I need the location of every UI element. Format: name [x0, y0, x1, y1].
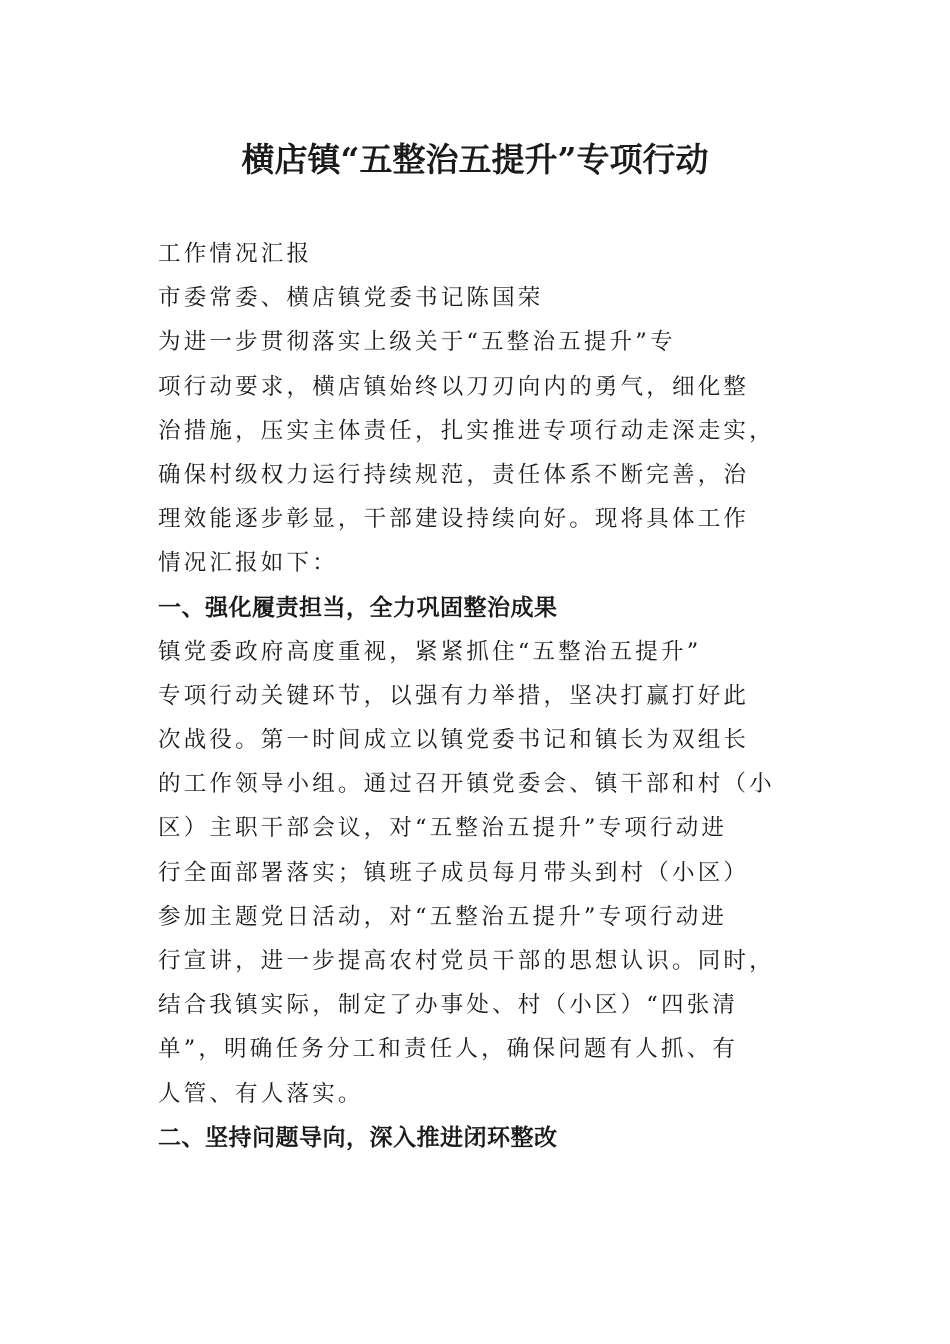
paragraph-line: 结合我镇实际，制定了办事处、村（小区）“四张清: [158, 992, 739, 1019]
paragraph-line: 单”，明确任务分工和责任人，确保问题有人抓、有: [158, 1036, 739, 1063]
paragraph-line: 人管、有人落实。: [158, 1080, 364, 1107]
paragraph-line: 专项行动关键环节，以强有力举措，坚决打赢打好此: [158, 682, 750, 709]
paragraph-line: 为进一步贯彻落实上级关于“五整治五提升”专: [158, 329, 676, 356]
paragraph-line: 参加主题党日活动，对“五整治五提升”专项行动进: [158, 903, 728, 930]
paragraph-line: 情况汇报如下：: [158, 550, 338, 577]
paragraph-line: 项行动要求，横店镇始终以刀刃向内的勇气，细化整: [158, 373, 750, 400]
section-heading-1: 一、强化履责担当，全力巩固整治成果: [158, 594, 558, 621]
paragraph-line: 区）主职干部会议，对“五整治五提升”专项行动进: [158, 815, 728, 842]
paragraph-line: 次战役。第一时间成立以镇党委书记和镇长为双组长: [158, 727, 750, 754]
paragraph-line: 治措施，压实主体责任，扎实推进专项行动走深走实，: [158, 417, 775, 444]
paragraph-line: 行宣讲，进一步提高农村党员干部的思想认识。同时，: [158, 948, 775, 974]
author-line: 市委常委、横店镇党委书记陈国荣: [158, 285, 544, 312]
paragraph-line: 理效能逐步彰显，干部建设持续向好。现将具体工作: [158, 506, 750, 533]
paragraph-line: 镇党委政府高度重视，紧紧抓住“五整治五提升”: [158, 638, 702, 665]
paragraph-line: 行全面部署落实；镇班子成员每月带头到村（小区）: [158, 859, 750, 886]
document-body: [158, 232, 798, 1160]
paragraph-line: 的工作领导小组。通过召开镇党委会、镇干部和村（小: [158, 771, 775, 798]
document-title: 横店镇“五整治五提升”专项行动: [241, 140, 709, 179]
paragraph-line: 确保村级权力运行持续规范，责任体系不断完善，治: [158, 461, 750, 488]
subtitle-line: 工作情况汇报: [158, 241, 313, 267]
section-heading-2: 二、坚持问题导向，深入推进闭环整改: [158, 1124, 558, 1151]
